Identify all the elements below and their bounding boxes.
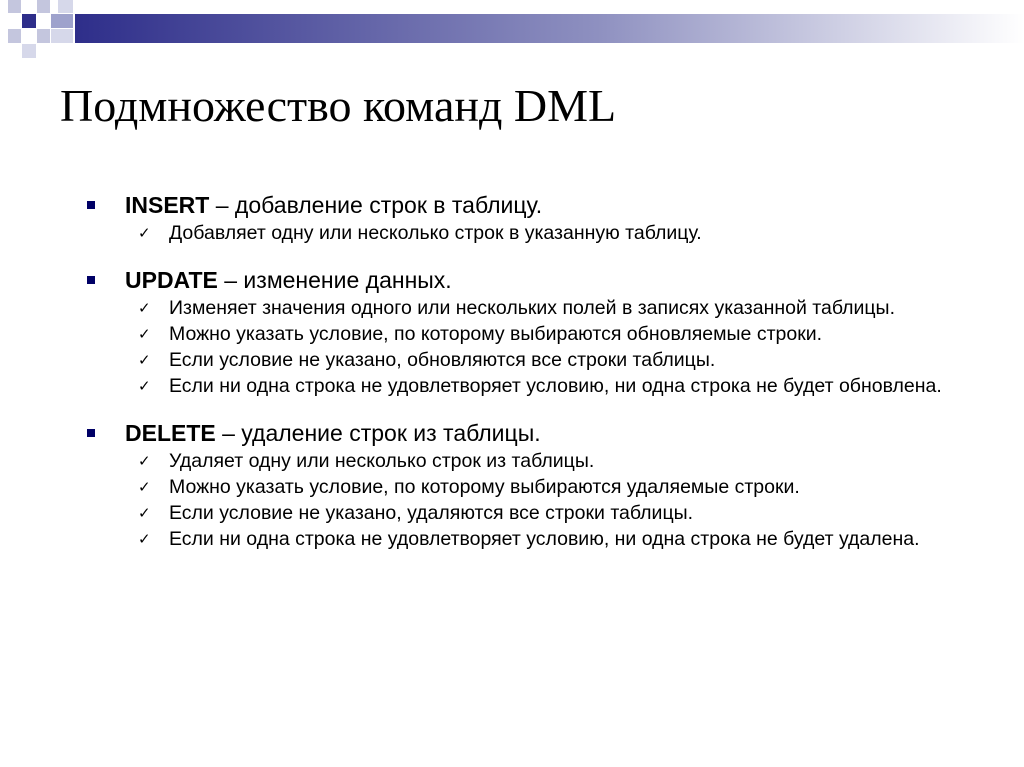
square-1	[8, 0, 21, 13]
list-item	[85, 450, 985, 473]
list-item	[85, 502, 985, 525]
list-item-text: Если ни одна строка не удовлетворяет условию, ни одна строка не будет обновлена.	[169, 375, 942, 397]
list-item	[85, 297, 985, 320]
list-item-text: Если условие не указано, удаляются все строки таблицы.	[169, 502, 694, 524]
main-bullet-update	[85, 265, 985, 295]
square-8	[22, 44, 36, 58]
checkmark-icon: ✓	[138, 325, 151, 343]
keyword-delete: DELETE	[125, 420, 216, 446]
square-bullet-icon	[87, 429, 95, 437]
square-5	[37, 29, 50, 43]
square-6	[51, 14, 73, 28]
square-4	[8, 29, 21, 43]
section-delete	[85, 418, 985, 551]
section-insert	[85, 190, 985, 245]
header-decoration	[0, 0, 1024, 62]
list-item-text: Можно указать условие, по которому выбираются удаляемые строки.	[169, 476, 800, 498]
slide-title: Подмножество команд DML	[60, 80, 617, 131]
section-update	[85, 265, 985, 398]
list-item-text: Добавляет одну или несколько строк в указанную таблицу.	[169, 222, 702, 244]
description-delete: – удаление строк из таблицы.	[215, 420, 541, 446]
list-item-text: Удаляет одну или несколько строк из таблицы.	[169, 450, 595, 472]
list-item-text: Можно указать условие, по которому выбираются обновляемые строки.	[169, 323, 823, 345]
square-9	[51, 29, 73, 43]
list-item	[85, 375, 985, 398]
checkmark-icon: ✓	[138, 299, 151, 317]
square-3	[22, 14, 36, 28]
list-item	[85, 222, 985, 245]
list-item	[85, 323, 985, 346]
square-bullet-icon	[87, 201, 95, 209]
square-bullet-icon	[87, 276, 95, 284]
bullet-content	[85, 190, 985, 554]
keyword-insert: INSERT	[125, 192, 210, 218]
square-7	[58, 0, 73, 13]
list-item	[85, 528, 985, 551]
sublist-insert	[85, 222, 985, 245]
sublist-update	[85, 297, 985, 398]
header-gradient-bar	[75, 14, 1024, 43]
checkmark-icon: ✓	[138, 224, 151, 242]
list-item	[85, 349, 985, 372]
main-bullet-insert	[85, 190, 985, 220]
checkmark-icon: ✓	[138, 530, 151, 548]
keyword-update: UPDATE	[125, 267, 218, 293]
description-insert: – добавление строк в таблицу.	[209, 192, 543, 218]
checkmark-icon: ✓	[138, 504, 151, 522]
square-2	[37, 0, 50, 13]
list-item-text: Изменяет значения одного или нескольких полей в записях указанной таблицы.	[169, 297, 895, 319]
description-update: – изменение данных.	[217, 267, 452, 293]
list-item-text: Если ни одна строка не удовлетворяет условию, ни одна строка не будет удалена.	[169, 528, 920, 550]
checkmark-icon: ✓	[138, 452, 151, 470]
checkmark-icon: ✓	[138, 478, 151, 496]
sublist-delete	[85, 450, 985, 551]
main-bullet-delete	[85, 418, 985, 448]
list-item-text: Если условие не указано, обновляются все строки таблицы.	[169, 349, 716, 371]
checkmark-icon: ✓	[138, 351, 151, 369]
checkmark-icon: ✓	[138, 377, 151, 395]
header-squares	[8, 0, 73, 58]
list-item	[85, 476, 985, 499]
